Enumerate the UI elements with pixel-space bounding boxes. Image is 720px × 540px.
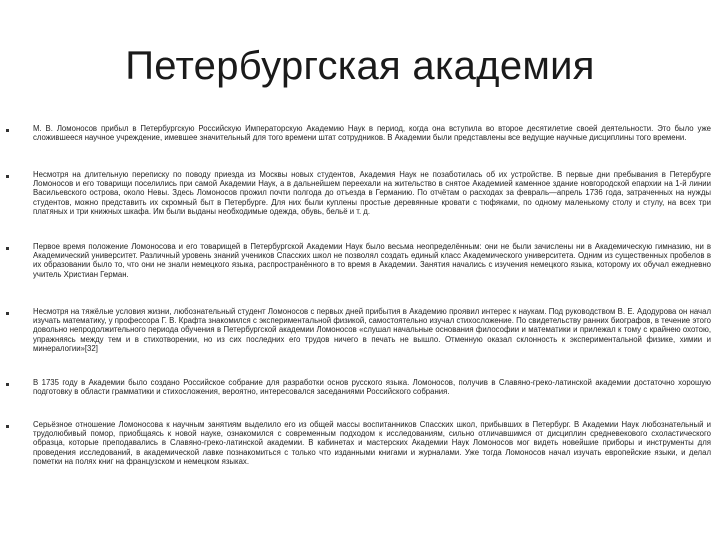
- bullet-icon: [6, 175, 9, 178]
- bullet-text: В 1735 году в Академии было создано Российское собрание для разработки основ русского языка. Ломоносов, получив в Славяно-греко-латинской академии достаточно хорошую подготовку в области грамматики и стихосложения, вероятно, интересовался заседаниями Российского собрания.: [33, 378, 711, 397]
- slide-title: Петербургская академия: [125, 44, 595, 88]
- bullet-icon: [6, 247, 9, 250]
- bullet-text: Серьёзное отношение Ломоносова к научным занятиям выделило его из общей массы воспитанников Спасских школ, прибывших в Петербург. В Академии Наук любознательный и трудолюбивый помор, приобщаясь к новой науке, ознакомился с современным подходом к исследованиям, сильно отличавшимся от дисциплин средневекового схоластического образца, которые преподавались в Славяно-греко-латинской академии. В кабинетах и мастерских Академии Наук Ломоносов мог видеть новейшие приборы и инструменты для проведения исследований, в академической лавке познакомиться с только что изданными книгами и журналами. Уже тогда Ломоносов начал изучать европейские языки, и делал пометки на полях книг на французском и немецком языках.: [33, 420, 711, 466]
- bullet-text: Несмотря на тяжёлые условия жизни, любознательный студент Ломоносов с первых дней прибытия в Академию проявил интерес к наукам. Под руководством В. Е. Адодурова он начал изучать математику, у профессора Г. В. Крафта знакомился с экспериментальной физикой, самостоятельно изучал стихосложение. По свидетельству ранних биографов, в течение этого довольно непродолжительного периода обучения в Петербургской академии Ломоносов «слушал начальные основания философии и математики и прилежал к тому с крайнею охотою, упражняясь между тем и в стихотворении, но из сих последних его трудов ничего в печать не вышло. Отменную оказал склонность к экспериментальной физике, химии и минералогии»[32]: [33, 307, 711, 353]
- bullet-icon: [6, 383, 9, 386]
- bullet-text: Несмотря на длительную переписку по поводу приезда из Москвы новых студентов, Академия Наук не позаботилась об их устройстве. В первые дни пребывания в Петербурге Ломоносов и его товарищи поселились при самой Академии Наук, а в дальнейшем переехали на жительство в снятое Академией каменное здание новгородской епархии на 1-й линии Васильевского острова, около Невы. Здесь Ломоносов прожил почти полгода до отъезда в Германию. По отчётам о расходах за февраль—апрель 1736 года, затраченных на нужды студентов, можно представить их скромный быт в Петербурге. Для них были куплены простые деревянные кровати с тюфяками, по одному маленькому столу и стулу, на всех три платяных и три книжных шкафа. Им были выданы необходимые одежда, обувь, бельё и т. д.: [33, 170, 711, 216]
- bullet-text: М. В. Ломоносов прибыл в Петербургскую Российскую Императорскую Академию Наук в период, когда она вступила во второе десятилетие своей деятельности. Это было уже сложившееся научное учреждение, имевшее значительный для того времени штат сотрудников. В Академии были представлены все ведущие научные дисциплины того времени.: [33, 124, 711, 143]
- bullet-text: Первое время положение Ломоносова и его товарищей в Петербургской Академии Наук было весьма неопределённым: они не были зачислены ни в Академическую гимназию, ни в Академический университет. Различный уровень знаний учеников Спасских школ не позволял создать единый класс Академического университета. Одним из существенных пробелов в их образовании было то, что они не знали немецкого языка, распространённого в то время в Академии. Занятия начались с изучения немецкого языка, которому их обучал ежедневно учитель Христиан Герман.: [33, 242, 711, 279]
- bullet-icon: [6, 312, 9, 315]
- bullet-icon: [6, 425, 9, 428]
- bullet-icon: [6, 129, 9, 132]
